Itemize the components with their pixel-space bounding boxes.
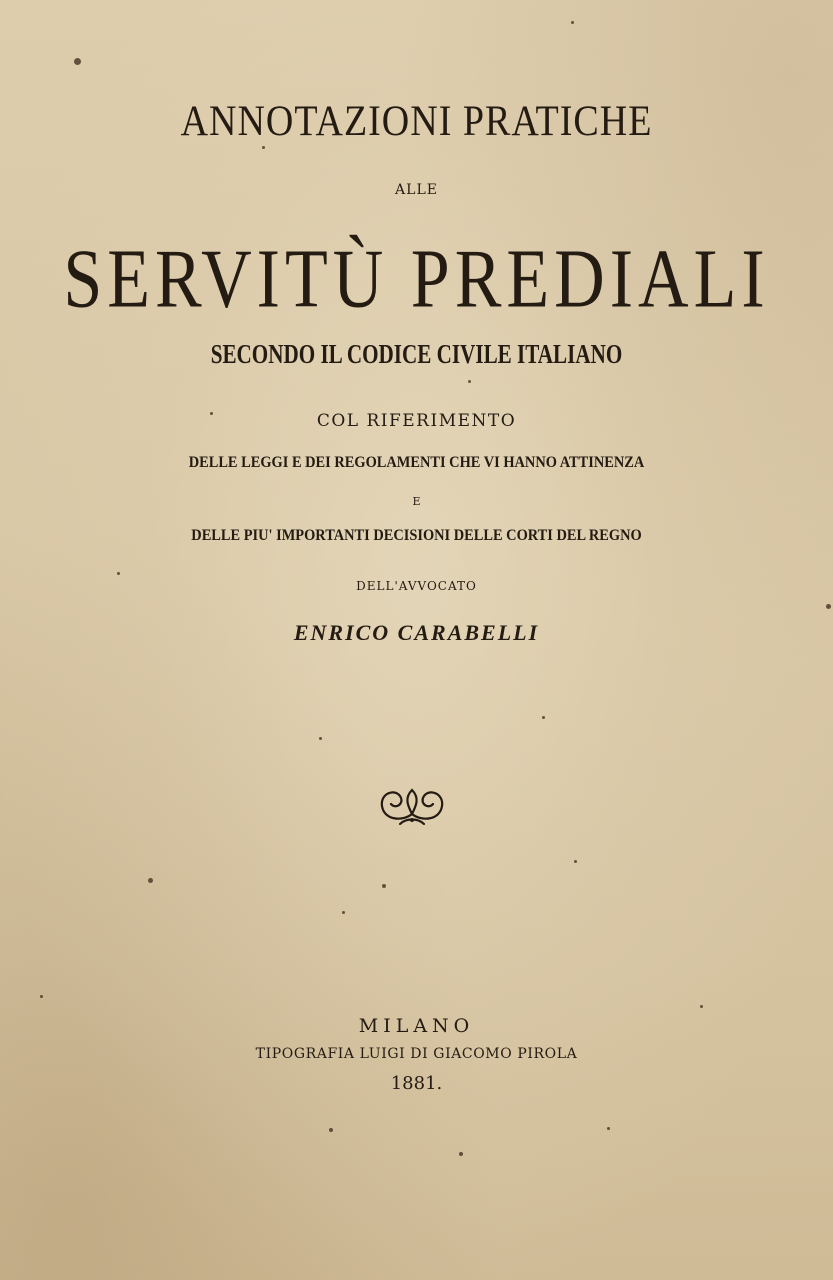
fleuron-ornament-icon <box>378 780 446 828</box>
main-title: SERVITÙ PREDIALI <box>63 233 770 326</box>
heading: ANNOTAZIONI PRATICHE <box>180 97 653 146</box>
paper-speck <box>382 884 386 888</box>
paper-speck <box>826 604 831 609</box>
author-prefix: DELL'AVVOCATO <box>356 579 477 593</box>
paper-speck <box>117 572 120 575</box>
paper-speck <box>262 146 265 149</box>
conjunction: E <box>412 495 421 508</box>
paper-speck <box>342 911 345 914</box>
imprint-city: MILANO <box>358 1015 475 1037</box>
paper-speck <box>459 1152 463 1156</box>
reference-line-2: DELLE PIU' IMPORTANTI DECISIONI DELLE CORTI DEL REGNO <box>191 527 642 544</box>
paper-speck <box>700 1005 703 1008</box>
reference-line-1: DELLE LEGGI E DEI REGOLAMENTI CHE VI HANNO ATTINENZA <box>188 454 645 471</box>
paper-speck <box>40 995 43 998</box>
paper-speck <box>148 878 153 883</box>
author-name: ENRICO CARABELLI <box>293 620 540 645</box>
subtitle: SECONDO IL CODICE CIVILE ITALIANO <box>210 340 623 370</box>
paper-speck <box>74 58 81 65</box>
paper-speck <box>574 860 577 863</box>
reference-intro: COL RIFERIMENTO <box>316 411 517 431</box>
paper-speck <box>468 380 471 383</box>
paper-speck <box>319 737 322 740</box>
connector-text: ALLE <box>395 182 438 198</box>
imprint-year: 1881. <box>390 1073 443 1094</box>
paper-speck <box>542 716 545 719</box>
paper-speck <box>210 412 213 415</box>
paper-speck <box>329 1128 333 1132</box>
imprint-printer: TIPOGRAFIA LUIGI DI GIACOMO PIROLA <box>255 1046 578 1062</box>
paper-speck <box>571 21 574 24</box>
paper-speck <box>607 1127 610 1130</box>
